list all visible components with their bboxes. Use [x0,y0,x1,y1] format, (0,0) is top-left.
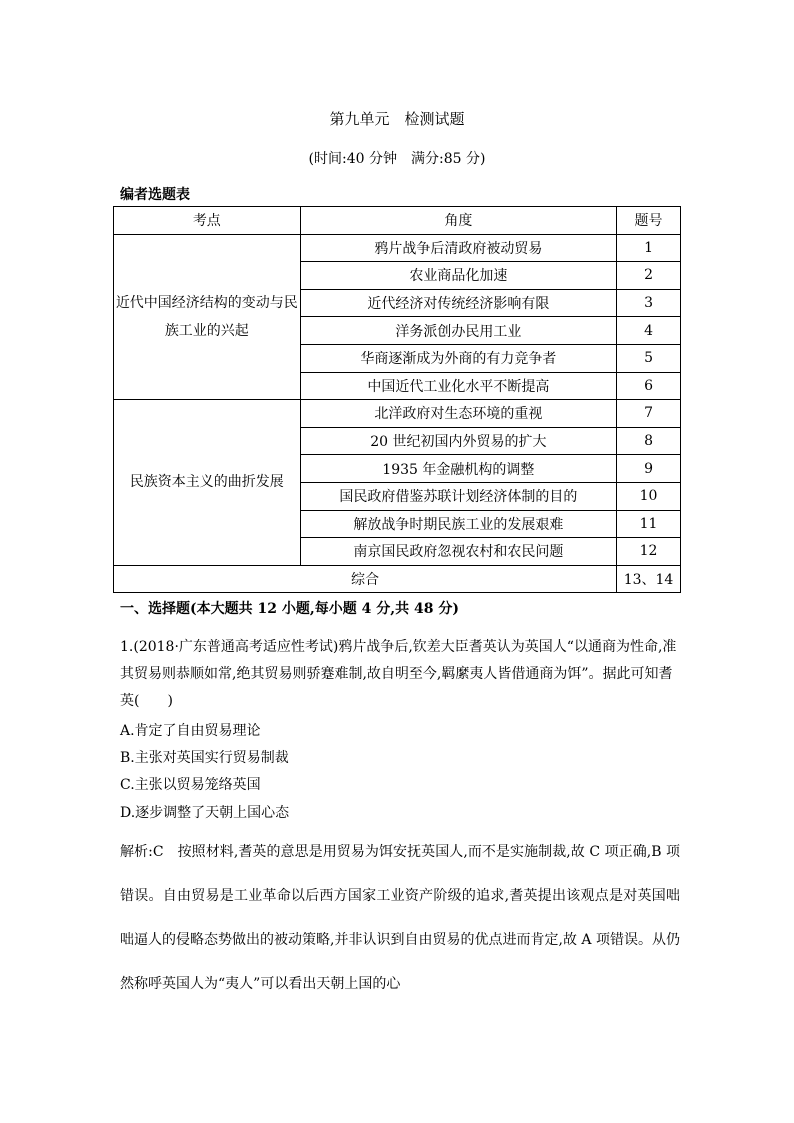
option-d: D.逐步调整了天朝上国心态 [120,804,290,821]
analysis-text: 按照材料,耆英的意思是用贸易为饵安抚英国人,而不是实施制裁,故 C 项正确,B 项错误。自由贸易是工业革命以后西方国家工业资产阶级的追求,耆英提出该观点是对英国咄咄逼人的侵略态势做出的被动策略,并非认识到自由贸易的优点进而肯定,故 A 项错误。从仍然称呼英国人为“夷人”可以看出天朝上国的心 [120,844,680,992]
number-cell: 6 [617,372,681,400]
angle-cell: 洋务派创办民用工业 [300,317,616,345]
answer-options [120,718,289,827]
number-cell: 8 [617,427,681,455]
option-c: C.主张以贸易笼络英国 [120,777,261,794]
number-cell: 4 [617,317,681,345]
topic-cell: 民族资本主义的曲折发展 [114,400,301,566]
summary-number: 13、14 [617,565,681,593]
topic-table [113,206,681,593]
number-cell: 5 [617,344,681,372]
table-row [114,400,681,428]
angle-cell: 鸦片战争后清政府被动贸易 [300,234,616,262]
angle-cell: 1935 年金融机构的调整 [300,455,616,483]
number-cell: 2 [617,262,681,290]
angle-cell: 国民政府借鉴苏联计划经济体制的目的 [300,482,616,510]
number-cell: 9 [617,455,681,483]
summary-label: 综合 [114,565,617,593]
option-b: B.主张对英国实行贸易制裁 [120,750,289,767]
number-cell: 11 [617,510,681,538]
section-heading: 一、选择题(本大题共 12 小题,每小题 4 分,共 48 分) [120,601,459,617]
table-caption: 编者选题表 [120,187,190,203]
header-number: 题号 [617,207,681,235]
number-cell: 7 [617,400,681,428]
table-row [114,234,681,262]
angle-cell: 解放战争时期民族工业的发展艰难 [300,510,616,538]
topic-cell: 近代中国经济结构的变动与民族工业的兴起 [114,234,301,400]
exam-info: (时间:40 分钟 满分:85 分) [308,151,486,167]
number-cell: 3 [617,289,681,317]
number-cell: 10 [617,482,681,510]
angle-cell: 20 世纪初国内外贸易的扩大 [300,427,616,455]
question-stem: 1.(2018·广东普通高考适应性考试)鸦片战争后,钦差大臣耆英认为英国人“以通商为性命,准其贸易则恭顺如常,绝其贸易则骄蹇难制,故自明至今,羁縻夷人皆借通商为饵”。据此可知耆英( ) [120,639,677,709]
angle-cell: 南京国民政府忽视农村和农民问题 [300,538,616,566]
header-topic: 考点 [114,207,301,235]
angle-cell: 农业商品化加速 [300,262,616,290]
option-a: A.肯定了自由贸易理论 [120,723,261,739]
page-title: 第九单元 检测试题 [329,110,465,128]
header-angle: 角度 [300,207,616,235]
summary-row [114,565,681,593]
analysis-label: 解析:C [120,844,164,860]
angle-cell: 北洋政府对生态环境的重视 [300,400,616,428]
analysis-paragraph [120,830,680,1006]
number-cell: 1 [617,234,681,262]
angle-cell: 华商逐渐成为外商的有力竞争者 [300,344,616,372]
angle-cell: 近代经济对传统经济影响有限 [300,289,616,317]
table-header-row [114,207,681,235]
number-cell: 12 [617,538,681,566]
angle-cell: 中国近代工业化水平不断提高 [300,372,616,400]
